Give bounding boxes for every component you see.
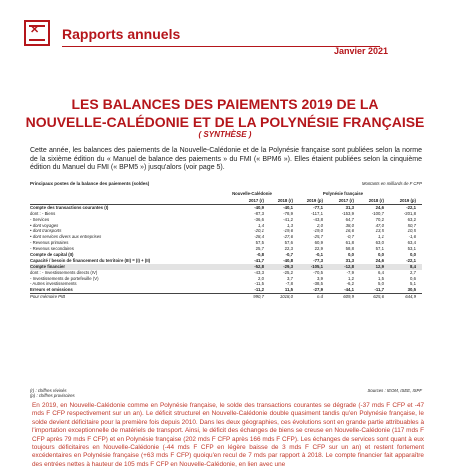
row-value: 644,9	[405, 294, 416, 300]
row-label: - Autres investissements	[30, 281, 77, 287]
row-value: -41,2	[283, 216, 293, 222]
group-header-polynesie-francaise: Polynésie française	[322, 191, 364, 196]
row-value: -153,9	[341, 210, 354, 216]
row-value: 0,6	[410, 275, 416, 281]
row-value: -43,8	[313, 216, 323, 222]
row-value: 1,1	[378, 234, 384, 240]
row-value: -22,1	[406, 257, 416, 263]
row-label: Erreurs et omissions	[30, 287, 73, 293]
row-label: - Services	[30, 216, 50, 222]
row-label: Compte de capital (II)	[30, 252, 74, 258]
row-value: 64,7	[345, 216, 354, 222]
row-value: 22,9	[314, 246, 323, 252]
row-value: -41,7	[254, 257, 264, 263]
row-label: • dont transports	[30, 228, 62, 234]
row-value: 990,7	[253, 294, 264, 300]
footnote-revised: (r) : chiffres révisés	[30, 388, 67, 393]
row-label: Capacité / besoin de financement du territoire (III) = (I) + (II)	[30, 257, 151, 263]
row-label: dont : - Investissements directs (IV)	[30, 269, 98, 275]
row-value: -77,1	[313, 204, 323, 210]
row-value: 1,5	[378, 275, 384, 281]
publication-date: Janvier 2021	[334, 46, 389, 56]
row-value: 2,0	[317, 222, 323, 228]
row-value: -78,9	[283, 210, 293, 216]
report-header	[0, 0, 450, 60]
row-value: -0,7	[285, 252, 293, 258]
row-value: 61,8	[345, 240, 354, 246]
balance-table	[30, 198, 422, 300]
row-value: -6,2	[346, 281, 354, 287]
row-value: 5,1	[410, 281, 416, 287]
row-value: -0,1	[315, 252, 323, 258]
row-value: -43,3	[254, 269, 264, 275]
row-value: -20,1	[254, 228, 264, 234]
row-value: 625,6	[373, 294, 384, 300]
row-label: - Revenus secondaires	[30, 246, 74, 252]
row-value: -100,7	[371, 210, 384, 216]
row-label: - Revenus primaires	[30, 240, 69, 246]
row-value: 57,1	[375, 246, 384, 252]
row-value: 31,3	[345, 204, 354, 210]
footnote-provisional: (p) : chiffres provisoires	[30, 393, 75, 398]
row-value: -40,8	[283, 257, 293, 263]
row-label: • dont voyages	[30, 222, 59, 228]
col-header: 2018 (r)	[368, 198, 384, 203]
report-series-title: Rapports annuels	[62, 26, 181, 42]
row-value: -77,3	[313, 257, 323, 263]
row-value: 53,1	[407, 246, 416, 252]
row-value: 6,4	[378, 269, 384, 275]
table-footnote	[30, 388, 75, 398]
row-value: 12,9	[375, 263, 384, 269]
row-value: 0,0	[348, 252, 354, 258]
row-value: 30,5	[407, 287, 416, 293]
row-value: 22,3	[284, 246, 293, 252]
row-value: -201,8	[403, 210, 416, 216]
row-value: 11,5	[284, 287, 293, 293]
row-value: -36,6	[254, 216, 264, 222]
row-value: -22,1	[406, 204, 416, 210]
row-value: 1,4	[258, 222, 264, 228]
row-label: Compte financier	[30, 263, 66, 269]
row-value: -19,6	[283, 228, 293, 234]
row-value: 63,2	[407, 216, 416, 222]
row-value: 1018,0	[279, 294, 293, 300]
row-label: - Investissements de portefeuille (V)	[30, 275, 99, 281]
header-divider	[62, 46, 380, 47]
col-header: 2019 (p)	[399, 198, 416, 203]
row-value: 5,0	[378, 281, 384, 287]
table-header-row	[30, 198, 422, 205]
row-value: 31,3	[345, 257, 354, 263]
row-value: -44,1	[344, 287, 354, 293]
row-value: -0,7	[346, 234, 354, 240]
row-value: 25,7	[255, 246, 264, 252]
row-value: -12,8	[344, 263, 354, 269]
row-value: 60,9	[314, 240, 323, 246]
row-value: -40,9	[254, 204, 264, 210]
row-label: Pour mémoire PIB	[30, 294, 66, 300]
intro-paragraph: Cette année, les balances des paiements de la Nouvelle-Calédonie et de la Polynésie française sont publiées selon la norme de la sixième édition du « Manuel de balance des paiements » du FMI (« BPM6 »). Elles étaient publiées selon la cinquième édition du Manuel du FMI (« BPM5 ») jusqu'alors (voir page 5).	[30, 147, 422, 171]
row-value: -0,8	[256, 252, 264, 258]
col-header: 2017 (r)	[248, 198, 264, 203]
row-value: -25,7	[313, 234, 323, 240]
row-value: 57,6	[284, 240, 293, 246]
row-value: 0,0	[410, 252, 416, 258]
table-row	[30, 293, 422, 300]
group-header-nouvelle-caledonie: Nouvelle-Calédonie	[232, 191, 272, 196]
row-value: 1,2	[348, 275, 354, 281]
row-value: -25,2	[283, 269, 293, 275]
row-value: 13,5	[375, 228, 384, 234]
row-value: 24,6	[375, 204, 384, 210]
page-title-line-2: NOUVELLE-CALÉDONIE ET DE LA POLYNÉSIE FRANÇAISE	[25, 114, 425, 130]
row-value: n.d	[317, 294, 323, 300]
row-value: 47,0	[375, 222, 384, 228]
row-value: 58,8	[345, 246, 354, 252]
row-value: -11,2	[254, 287, 264, 293]
row-value: -29,3	[283, 263, 293, 269]
row-value: 63,0	[375, 240, 384, 246]
row-value: 38,0	[345, 222, 354, 228]
row-value: 8,4	[410, 263, 416, 269]
row-value: 1,3	[287, 222, 293, 228]
row-value: -27,6	[283, 234, 293, 240]
document-chart-icon: ✕	[24, 20, 50, 46]
table-title: Principaux postes de la balance des paiements (soldes)	[30, 181, 150, 186]
row-value: 16,6	[345, 228, 354, 234]
row-value: -7,8	[285, 281, 293, 287]
row-value: 0,0	[378, 252, 384, 258]
row-value: -11,5	[254, 281, 264, 287]
row-value: 63,4	[407, 240, 416, 246]
row-label: • dont services divers aux entreprises	[30, 234, 102, 240]
row-value: -27,9	[313, 287, 323, 293]
row-value: -7,9	[346, 269, 354, 275]
table-sources: Sources : IEOM, ISEE, ISPF	[367, 388, 422, 393]
row-value: -38,5	[313, 281, 323, 287]
row-value: 57,5	[255, 240, 264, 246]
row-value: -117,1	[311, 210, 323, 216]
col-header: 2019 (p)	[306, 198, 323, 203]
row-value: 609,9	[343, 294, 354, 300]
col-header: 2017 (r)	[338, 198, 354, 203]
row-value: -40,1	[283, 204, 293, 210]
row-value: -11,7	[374, 287, 384, 293]
row-value: 3,7	[287, 275, 293, 281]
row-value: 70,2	[375, 216, 384, 222]
row-value: 50,7	[407, 222, 416, 228]
row-value: -28,4	[254, 234, 264, 240]
row-label: Compte des transactions courantes (I)	[30, 204, 109, 210]
row-value: 2,0	[258, 275, 264, 281]
col-header: 2018 (r)	[277, 198, 293, 203]
row-value: -1,6	[408, 234, 416, 240]
row-value: 3,9	[317, 275, 323, 281]
row-value: -105,1	[310, 263, 323, 269]
row-value: 24,6	[375, 257, 384, 263]
body-paragraph: En 2019, en Nouvelle-Calédonie comme en Polynésie française, le solde des transactions courantes se dégrade (-37 mds F CFP et -47 mds F CFP respectivement sur un an). Le déficit structurel en Nouvelle-Calédonie double quasiment tandis qu'en Polynésie française, le solde devient déficitaire pour la première fois depuis 2010. Dans les deux géographies, ces évolutions sont en grande partie attribuables à l'importation exceptionnelle de matériels de transport. Ainsi, le déficit des échanges de biens se creuse en Nouvelle-Calédonie (117 mds F CFP après 79 mds F CFP) et en Polynésie française (202 mds F CFP après 166 mds F CFP). Les échanges de services sont quant à eux toujours déficitaires en Nouvelle-Calédonie (-44 mds F CFP en légère baisse de 3 mds F CFP sur un an) et restent fortement excédentaires en Polynésie française (+63 mds F CFP) quoiqu'en recul de 7 mds par rapport à 2018. Le compte financier fait apparaître des entrées nettes à hauteur de 105 mds F CFP en Nouvelle-Calédonie, en lien avec une	[32, 402, 424, 468]
page-title-line-1: LES BALANCES DES PAIEMENTS 2019 DE LA	[71, 96, 379, 112]
row-value: -19,0	[313, 228, 323, 234]
row-value: 10,5	[407, 228, 416, 234]
row-value: -52,8	[254, 263, 264, 269]
page-subtitle: ( SYNTHÈSE )	[198, 130, 252, 139]
row-label: dont : - Biens	[30, 210, 56, 216]
row-value: 2,7	[410, 269, 416, 275]
row-value: -87,3	[254, 210, 264, 216]
row-value: -70,5	[313, 269, 323, 275]
table-unit: Montants en milliards de F CFP	[361, 181, 422, 186]
